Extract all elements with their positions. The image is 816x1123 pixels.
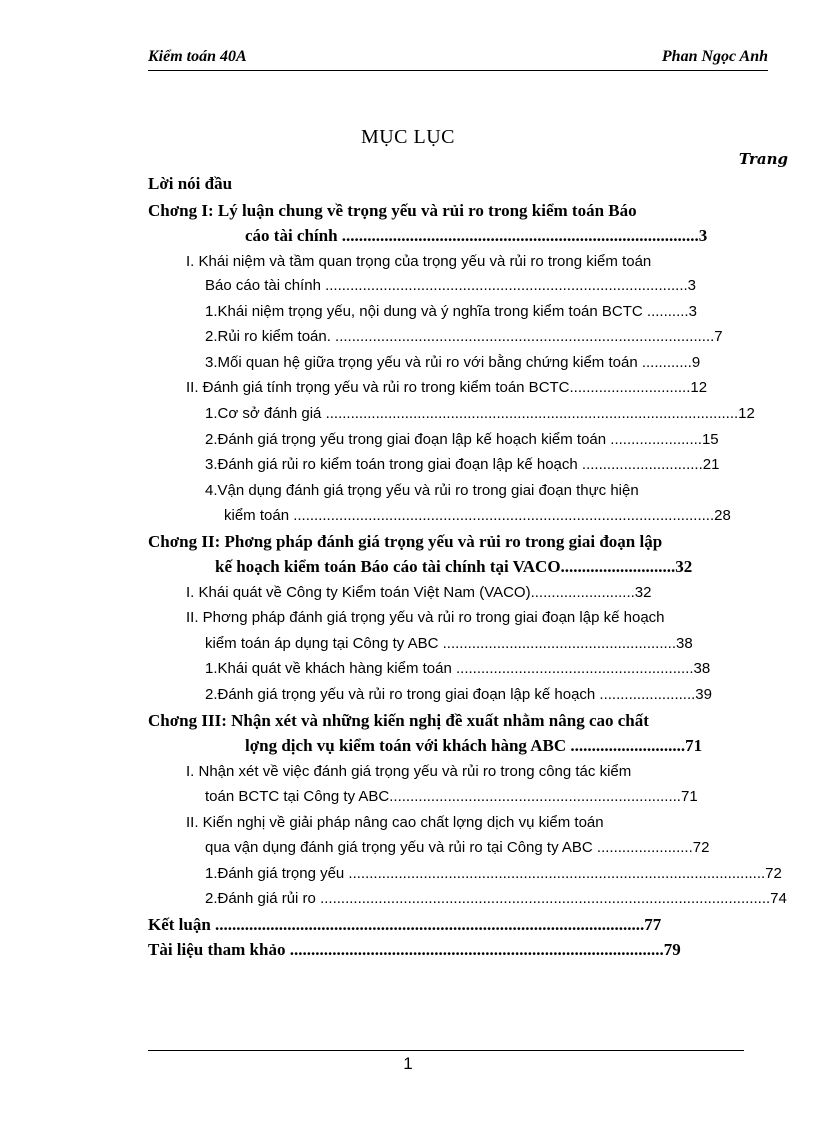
toc-entry-3-II-1: 1.Đánh giá trọng yếu ....................................................................................................72 — [205, 865, 782, 882]
toc-entry-1-II-4-cont: kiểm toán .....................................................................................................28 — [224, 507, 731, 524]
toc-entry-1-I: I. Khái niệm và tầm quan trọng của trọng yếu và rủi ro trong kiểm toán — [186, 253, 652, 270]
toc-entry-chapter-2: Chơng II: Phơng pháp đánh giá trọng yếu và rủi ro trong giai đoạn lập — [148, 532, 663, 551]
toc-entry-chapter-1: Chơng I: Lý luận chung về trọng yếu và rủi ro trong kiểm toán Báo — [148, 201, 637, 220]
toc-entry-3-II-cont: qua vận dụng đánh giá trọng yếu và rủi ro tại Công ty ABC .......................72 — [205, 839, 710, 856]
toc-entry-1-I-3: 3.Mối quan hệ giữa trọng yếu và rủi ro với bằng chứng kiểm toán ............9 — [205, 354, 701, 371]
toc-entry-2-II-2: 2.Đánh giá trọng yếu và rủi ro trong giai đoạn lập kế hoạch .......................39 — [205, 686, 712, 703]
toc-entry-3-II-2: 2.Đánh giá rủi ro ............................................................................................................74 — [205, 890, 787, 907]
page-header — [148, 48, 768, 71]
toc-entry-1-II-2: 2.Đánh giá trọng yếu trong giai đoạn lập kế hoạch kiểm toán ......................15 — [205, 431, 719, 448]
toc-entry-1-I-cont: Báo cáo tài chính .......................................................................................3 — [205, 277, 696, 294]
toc-entry-1-II-4: 4.Vận dụng đánh giá trọng yếu và rủi ro trong giai đoạn thực hiện — [205, 482, 639, 499]
toc-entry-preface: Lời nói đầu — [148, 174, 233, 193]
toc-entry-references: Tài liệu tham khảo ........................................................................................79 — [148, 940, 681, 959]
page-title: MỤC LỤC — [360, 126, 456, 148]
header-author: Phan Ngọc Anh — [661, 48, 768, 65]
toc-entry-2-II-cont: kiểm toán áp dụng tại Công ty ABC ........................................................38 — [205, 635, 693, 652]
toc-entry-3-II: II. Kiến nghị về giải pháp nâng cao chất lợng dịch vụ kiểm toán — [186, 814, 604, 831]
page-number: 1 — [403, 1054, 413, 1073]
toc-entry-3-I: I. Nhận xét về việc đánh giá trọng yếu và rủi ro trong công tác kiểm — [186, 763, 632, 780]
toc-entry-chapter-3: Chơng III: Nhận xét và những kiến nghị đề xuất nhằm nâng cao chất — [148, 711, 649, 730]
toc-entry-2-I: I. Khái quát về Công ty Kiểm toán Việt Nam (VACO).........................32 — [186, 584, 652, 601]
toc-entry-1-I-2: 2.Rủi ro kiểm toán. ...........................................................................................7 — [205, 328, 723, 345]
toc-entry-1-II: II. Đánh giá tính trọng yếu và rủi ro trong kiểm toán BCTC.............................12 — [186, 379, 708, 396]
toc-entry-1-II-1: 1.Cơ sở đánh giá ...................................................................................................12 — [205, 405, 755, 422]
toc-entry-1-I-1: 1.Khái niệm trọng yếu, nội dung và ý nghĩa trong kiểm toán BCTC ..........3 — [205, 303, 697, 320]
header-course: Kiểm toán 40A — [148, 48, 247, 65]
toc-entry-2-II: II. Phơng pháp đánh giá trọng yếu và rủi ro trong giai đoạn lập kế hoạch — [186, 609, 665, 626]
toc-entry-chapter-2-cont: kế hoạch kiểm toán Báo cáo tài chính tại VACO...........................32 — [215, 557, 693, 576]
toc-entry-chapter-3-cont: lợng dịch vụ kiểm toán với khách hàng ABC ...........................71 — [245, 736, 703, 755]
toc-entry-conclusion: Kết luận .....................................................................................................77 — [148, 915, 662, 934]
toc-entry-2-II-1: 1.Khái quát về khách hàng kiểm toán .........................................................38 — [205, 660, 711, 677]
toc-entry-3-I-cont: toán BCTC tại Công ty ABC......................................................................71 — [205, 788, 698, 805]
toc-entry-chapter-1-cont: cáo tài chính ....................................................................................3 — [245, 226, 708, 245]
page-column-label: Trang — [738, 150, 788, 168]
footer-divider — [148, 1050, 744, 1051]
toc-entry-1-II-3: 3.Đánh giá rủi ro kiểm toán trong giai đoạn lập kế hoạch .............................21 — [205, 456, 720, 473]
